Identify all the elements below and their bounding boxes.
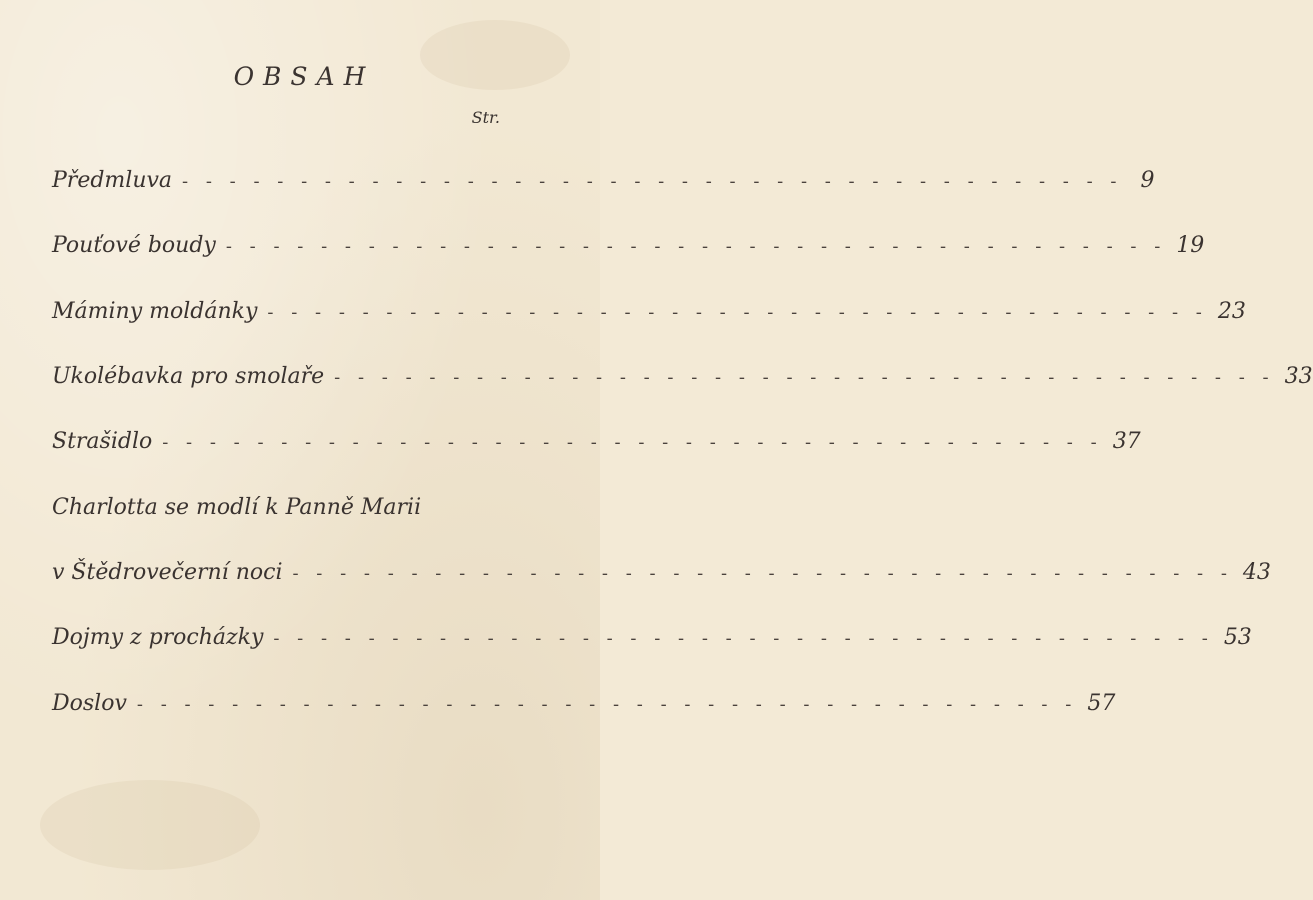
toc-entry	[52, 427, 1141, 458]
toc-entry	[52, 493, 498, 523]
entry-title: Ukolébavka pro smolaře	[52, 364, 325, 389]
toc-entry	[52, 231, 1205, 262]
entry-page-number: 9	[1140, 168, 1155, 193]
page-column-label: Str.	[471, 108, 500, 127]
entry-page-number: 19	[1176, 233, 1205, 258]
entry-title: Doslov	[52, 691, 127, 716]
entry-page-number: 57	[1087, 691, 1116, 716]
paper-stain	[40, 780, 260, 870]
entry-title: Strašidlo	[52, 429, 153, 454]
entry-page-number: 37	[1112, 429, 1141, 454]
dot-leader: - - - - - - - - - - - - - - - - - - - - - - - - - - - - - - - - - - - - - - - -	[162, 432, 1103, 453]
entry-title: Dojmy z procházky	[52, 625, 264, 650]
entry-title: Předmluva	[52, 168, 173, 193]
dot-leader: - - - - - - - - - - - - - - - - - - - - - - - - - - - - - - - - - - - - - - - -	[182, 171, 1123, 192]
toc-entry	[52, 689, 1116, 720]
contents-heading: OBSAH	[233, 62, 375, 91]
toc-entry	[52, 558, 1271, 589]
dot-leader: - - - - - - - - - - - - - - - - - - - - - - - - - - - - - - - - - - - - - - - -	[267, 302, 1208, 323]
dot-leader: - - - - - - - - - - - - - - - - - - - - - - - - - - - - - - - - - - - - - - - -	[136, 694, 1078, 715]
toc-entry	[52, 362, 1313, 393]
dot-leader: - - - - - - - - - - - - - - - - - - - - - - - - - - - - - - - - - - - - - - - -	[292, 563, 1233, 584]
entry-title: Máminy moldánky	[52, 299, 258, 324]
entry-page-number: 33	[1284, 364, 1313, 389]
dot-leader: - - - - - - - - - - - - - - - - - - - - - - - - - - - - - - - - - - - - - - - -	[273, 628, 1214, 649]
entry-page-number: 43	[1242, 560, 1271, 585]
dot-leader: - - - - - - - - - - - - - - - - - - - - - - - - - - - - - - - - - - - - - - - -	[334, 367, 1275, 388]
entry-title: v Štědrovečerní noci	[52, 560, 283, 585]
entry-title: Pouťové boudy	[52, 233, 216, 258]
toc-entry	[52, 297, 1246, 328]
entry-page-number: 53	[1223, 625, 1252, 650]
toc-entry	[52, 166, 1155, 197]
entry-title: Charlotta se modlí k Panně Marii	[52, 495, 422, 520]
toc-entry	[52, 623, 1252, 654]
entry-page-number: 23	[1217, 299, 1246, 324]
dot-leader: - - - - - - - - - - - - - - - - - - - - - - - - - - - - - - - - - - - - - - - -	[225, 236, 1167, 257]
